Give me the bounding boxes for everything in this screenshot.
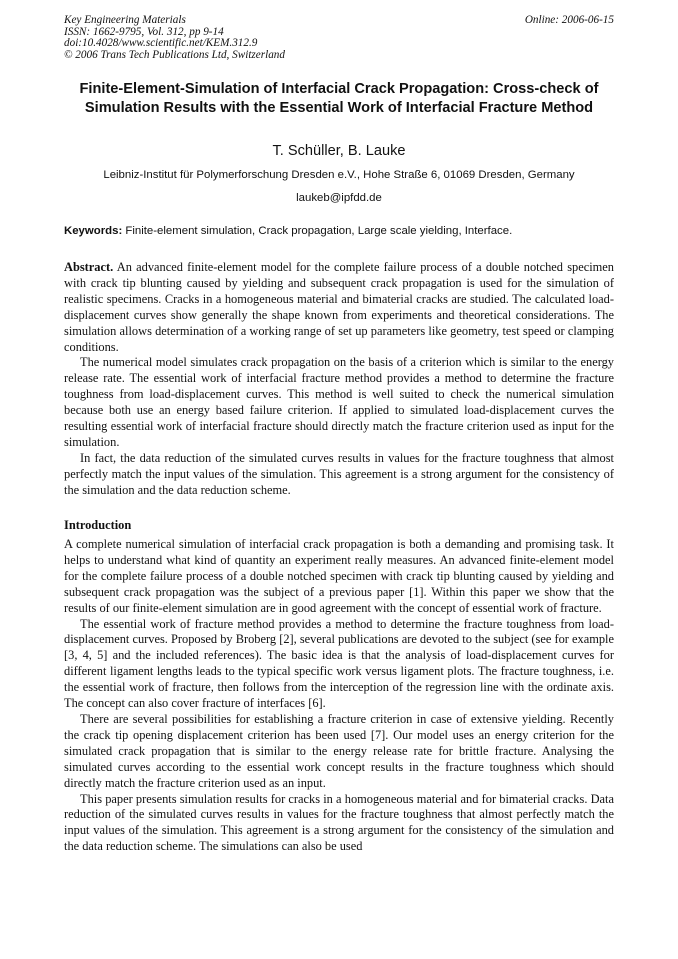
paper-title: Finite-Element-Simulation of Interfacial Crack Propagation: Cross-check of Simulation Results with the Essential Work of Interfacial Fracture Method — [79, 81, 599, 116]
intro-p1: A complete numerical simulation of interfacial crack propagation is both a demanding and promising task. It helps to understand what kind of quantity an experiment really measures. An advanced finite-element model for the complete failure process of a double notched specimen with crack tip blunting caused by yielding and subsequent crack propagation was the subject of a previous paper [1]. Within this paper we show that the results of our finite-element simulation are in good agreement with the concept of essential work of fracture. — [64, 537, 614, 615]
keywords-label: Keywords: — [64, 225, 123, 237]
abstract-p2: The numerical model simulates crack propagation on the basis of a criterion which is similar to the energy release rate. The essential work of interfacial fracture method provides a method to determine the fracture toughness from load-displacement curves. This method is well suited to check the numerical simulation because both use an energy based failure criterion. If applied to simulated load-displacement curves the resulting essential work of interfacial fracture should directly match the fracture criterion used as input for the simulation. — [64, 355, 614, 449]
copyright-line: © 2006 Trans Tech Publications Ltd, Switzerland — [64, 48, 285, 61]
abstract-label: Abstract. — [64, 260, 114, 274]
issn-line: ISSN: 1662-9795, Vol. 312, pp 9-14 — [64, 25, 224, 38]
abstract — [64, 260, 614, 499]
section-heading-introduction: Introduction — [64, 518, 132, 532]
abstract-p3: In fact, the data reduction of the simulated curves results in values for the fracture toughness that almost perfectly match the input values of the simulation. This agreement is a strong argument for the consistency of the simulation and the data reduction scheme. — [64, 450, 614, 497]
keywords-text: Finite-element simulation, Crack propagation, Large scale yielding, Interface. — [125, 225, 513, 237]
intro-p2: The essential work of fracture method provides a method to determine the fracture toughness from load-displacement curves. Proposed by Broberg [2], several publications are devoted to the subject (see for example [3, 4, 5] and the included references). The basic idea is that the analysis of load-displacement curves for different ligament lengths leads to the typical specific work versus ligament plots. The fracture toughness, i.e. the essential work of fracture, then follows from the interception of the regression line with the ordinate axis. The concept can also cover fracture of interfaces [6]. — [64, 616, 614, 711]
journal-metadata — [64, 15, 285, 61]
keywords — [64, 224, 614, 238]
intro-p3: There are several possibilities for establishing a fracture criterion in case of extensive yielding. Recently the crack tip opening displacement criterion has been used [7]. Our model uses an energy criterion for the simulated crack propagation that is similar to the energy release rate for brittle fracture. Analysing the simulated curves according to the essential work concept results in the fracture toughness which should directly match the fracture criterion used as an input. — [64, 711, 614, 790]
authors: T. Schüller, B. Lauke — [272, 143, 406, 159]
online-date: Online: 2006-06-15 — [524, 14, 614, 26]
journal-name: Key Engineering Materials — [64, 14, 186, 26]
doi-line: doi:10.4028/www.scientific.net/KEM.312.9 — [64, 37, 258, 49]
email: laukeb@ipfdd.de — [296, 192, 382, 204]
affiliation: Leibniz-Institut für Polymerforschung Dresden e.V., Hohe Straße 6, 01069 Dresden, Germany — [103, 169, 575, 181]
intro-p4: This paper presents simulation results for cracks in a homogeneous material and for bimaterial cracks. Data reduction of the simulated curves results in values for the fracture toughness that almost perfectly match the input values of the simulation. This agreement is a strong argument for the consistency of the simulation and the data reduction scheme. The simulations can also be used — [64, 791, 614, 854]
abstract-p1: An advanced finite-element model for the complete failure process of a double notched specimen with crack tip blunting caused by yielding and subsequent crack propagation is used for the simulation of realistic specimens. Cracks in a homogeneous material and bimaterial cracks are studied. The calculated load-displacement curves show generally the shape known from experiments and theoretical considerations. The simulation allows determination of a working range of set up parameters like geometry, test speed or clamping conditions. — [64, 260, 615, 354]
introduction-section — [64, 537, 614, 855]
abstract-paragraph — [64, 260, 614, 355]
